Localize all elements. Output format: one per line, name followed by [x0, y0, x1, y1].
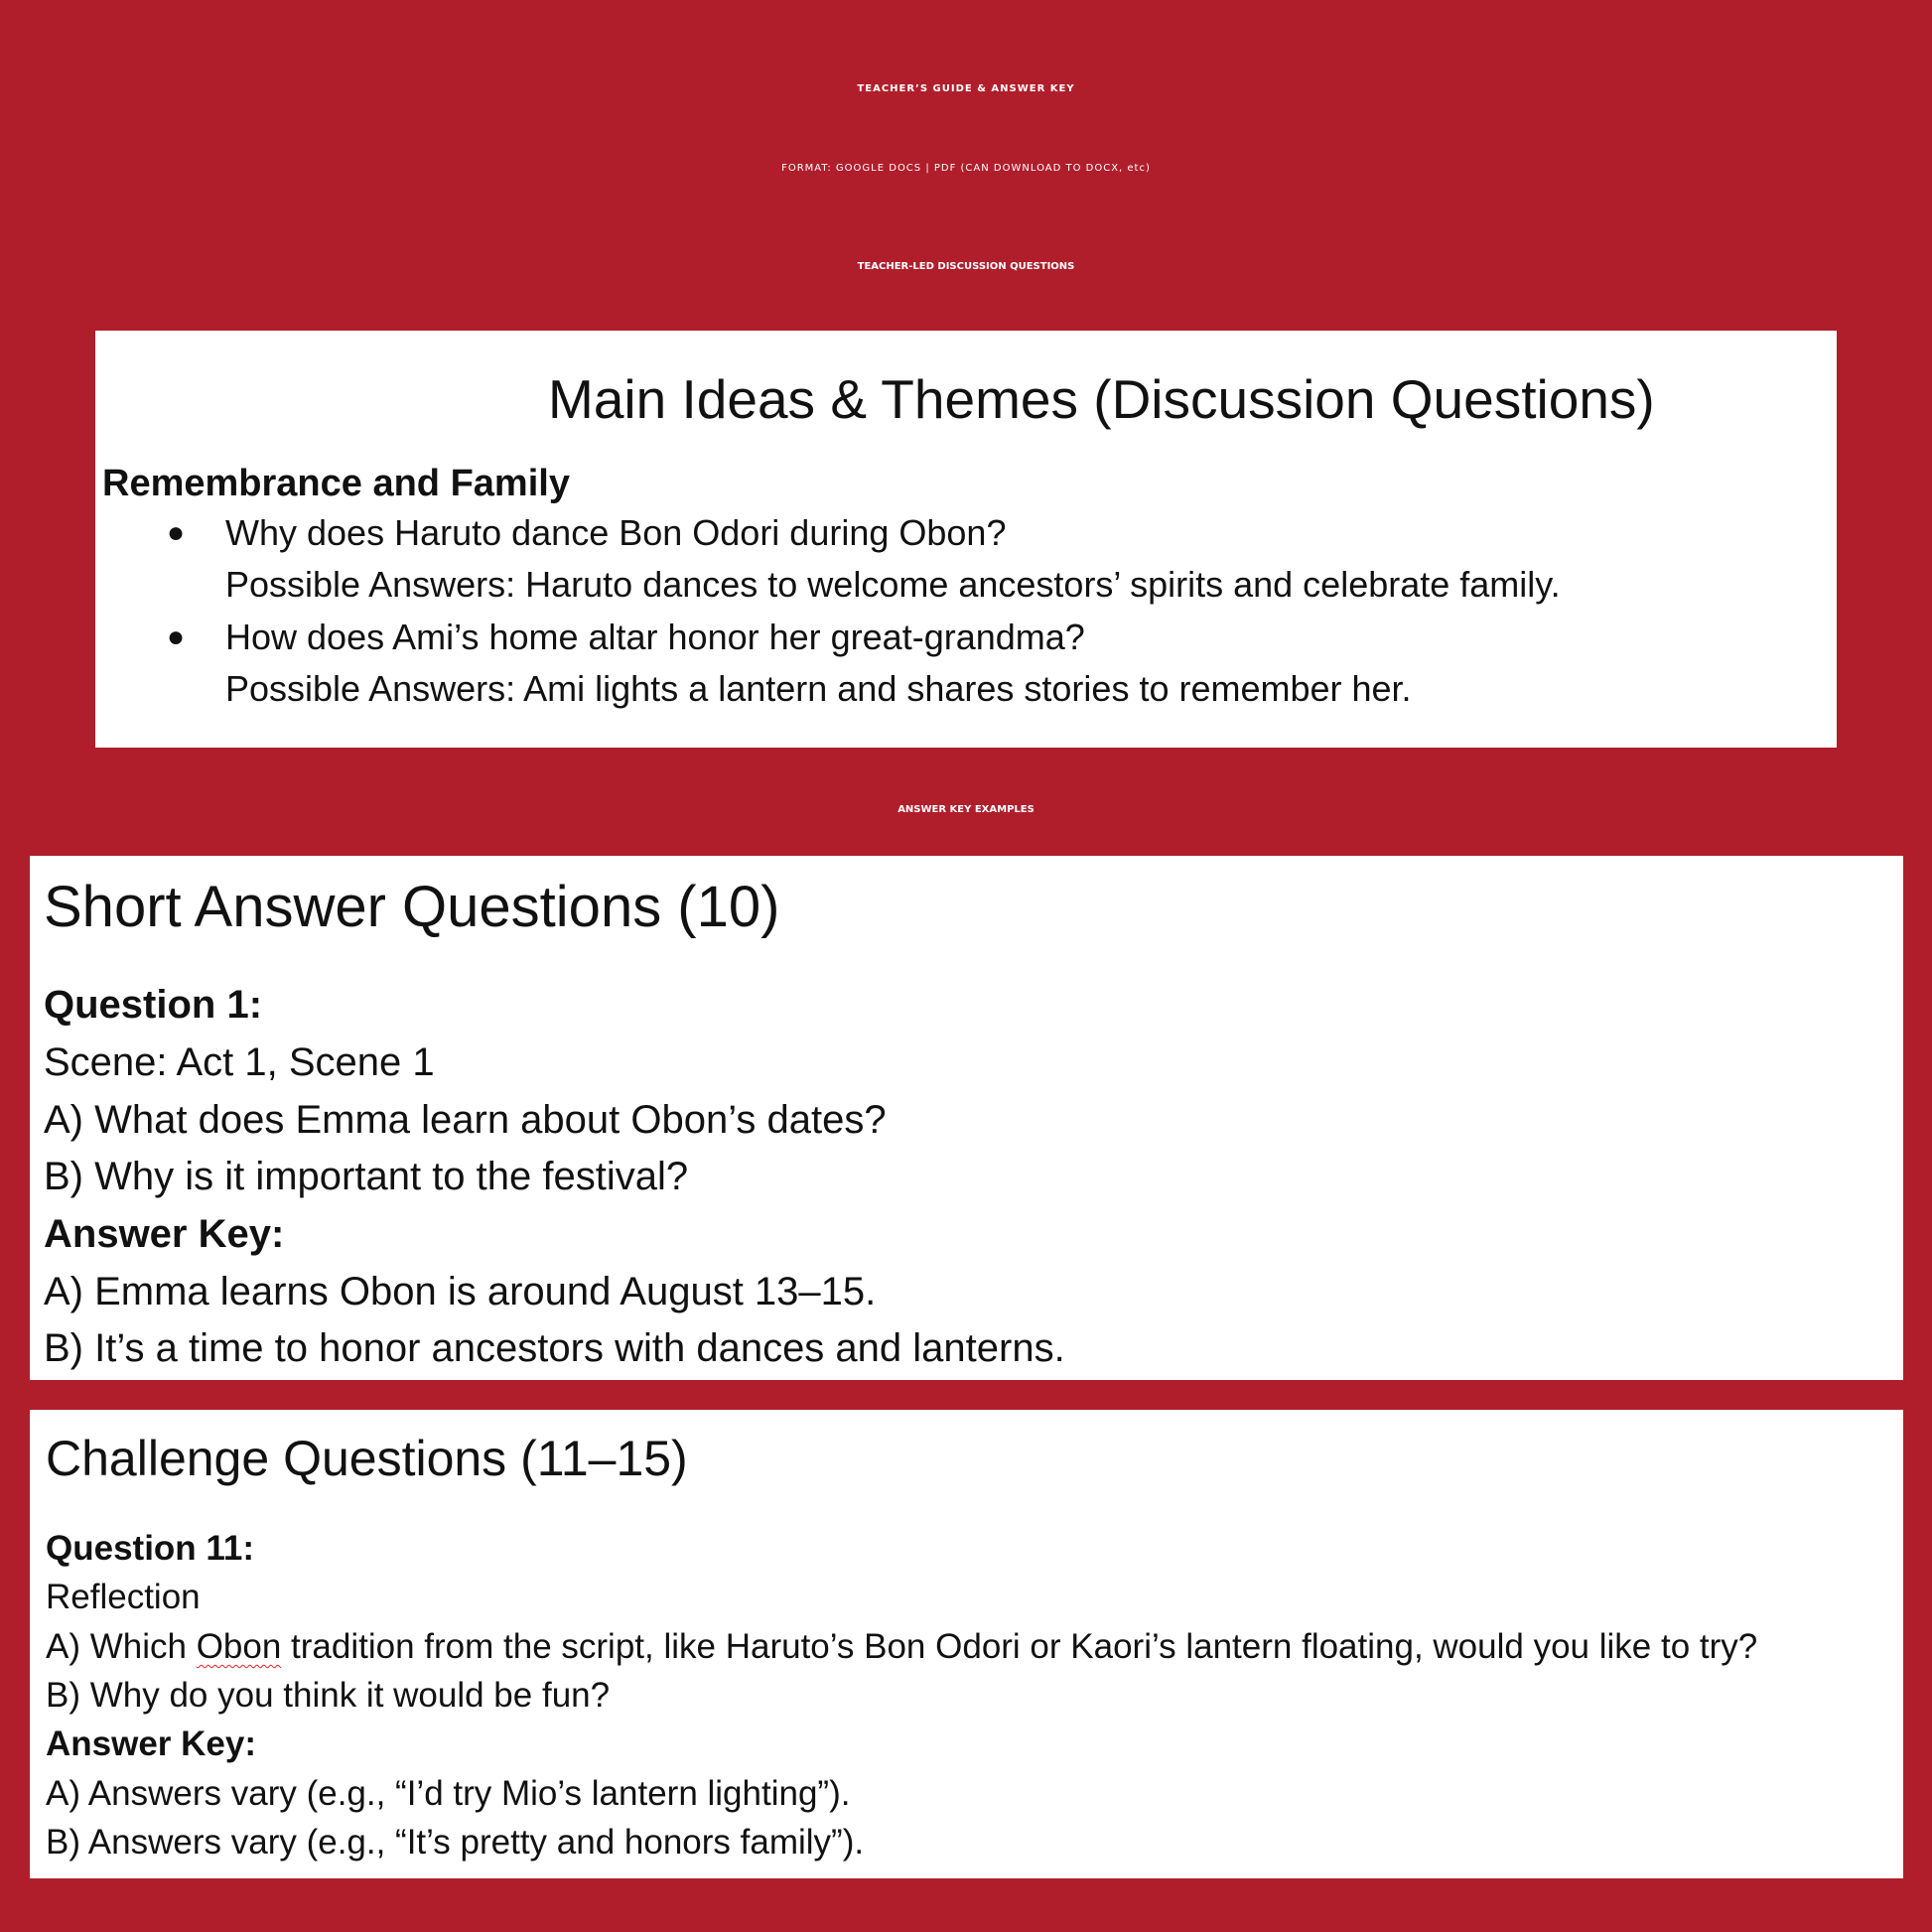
main-title: TEACHER’S GUIDE & ANSWER KEY	[857, 83, 1075, 94]
discussion-heading: TEACHER-LED DISCUSSION QUESTIONS	[857, 261, 1075, 272]
challenge-panel	[30, 1410, 1903, 1878]
discussion-question: How does Ami’s home altar honor her great-grandma?	[225, 617, 1085, 657]
question-part-a	[46, 1626, 1757, 1668]
discussion-answer: Possible Answers: Haruto dances to welcome ancestors’ spirits and celebrate family.	[225, 564, 1561, 605]
scene-line: Scene: Act 1, Scene 1	[44, 1040, 435, 1084]
question-label: Question 1:	[44, 983, 263, 1027]
question-label: Question 11:	[46, 1529, 255, 1568]
short-answer-title: Short Answer Questions (10)	[44, 875, 780, 939]
question-part-a-suffix: tradition from the script, like Haruto’s Bon Odori or Kaori’s lantern floating, would you like to try?	[281, 1627, 1758, 1666]
discussion-section-heading: Remembrance and Family	[102, 463, 570, 504]
question-part-a-prefix: A) Which	[46, 1627, 197, 1666]
challenge-title: Challenge Questions (11–15)	[46, 1431, 688, 1486]
answer-key-label: Answer Key:	[46, 1725, 257, 1763]
answer-key-heading: ANSWER KEY EXAMPLES	[897, 804, 1035, 815]
short-answer-panel	[30, 856, 1903, 1380]
discussion-panel	[95, 331, 1837, 748]
discussion-title: Main Ideas & Themes (Discussion Questions)	[548, 368, 1655, 430]
question-part-a: A) What does Emma learn about Obon’s dates?	[44, 1098, 887, 1142]
question-type: Reflection	[46, 1578, 201, 1616]
answer-key-label: Answer Key:	[44, 1212, 285, 1256]
discussion-answer: Possible Answers: Ami lights a lantern and shares stories to remember her.	[225, 668, 1412, 709]
answer-part-b: B) It’s a time to honor ancestors with dances and lanterns.	[44, 1326, 1065, 1370]
answer-part-a: A) Emma learns Obon is around August 13–15.	[44, 1270, 877, 1313]
discussion-question: Why does Haruto dance Bon Odori during Obon?	[225, 512, 1007, 553]
bullet-icon: ●	[167, 516, 186, 549]
answer-part-b: B) Answers vary (e.g., “It’s pretty and honors family”).	[46, 1823, 865, 1862]
answer-part-a: A) Answers vary (e.g., “I’d try Mio’s lantern lighting”).	[46, 1774, 851, 1813]
spellcheck-flagged-word: Obon	[196, 1627, 282, 1666]
format-line: FORMAT: GOOGLE DOCS | PDF (CAN DOWNLOAD TO DOCX, etc)	[781, 163, 1151, 174]
question-part-b: B) Why do you think it would be fun?	[46, 1676, 611, 1715]
bullet-icon: ●	[167, 621, 186, 653]
question-part-b: B) Why is it important to the festival?	[44, 1155, 689, 1198]
